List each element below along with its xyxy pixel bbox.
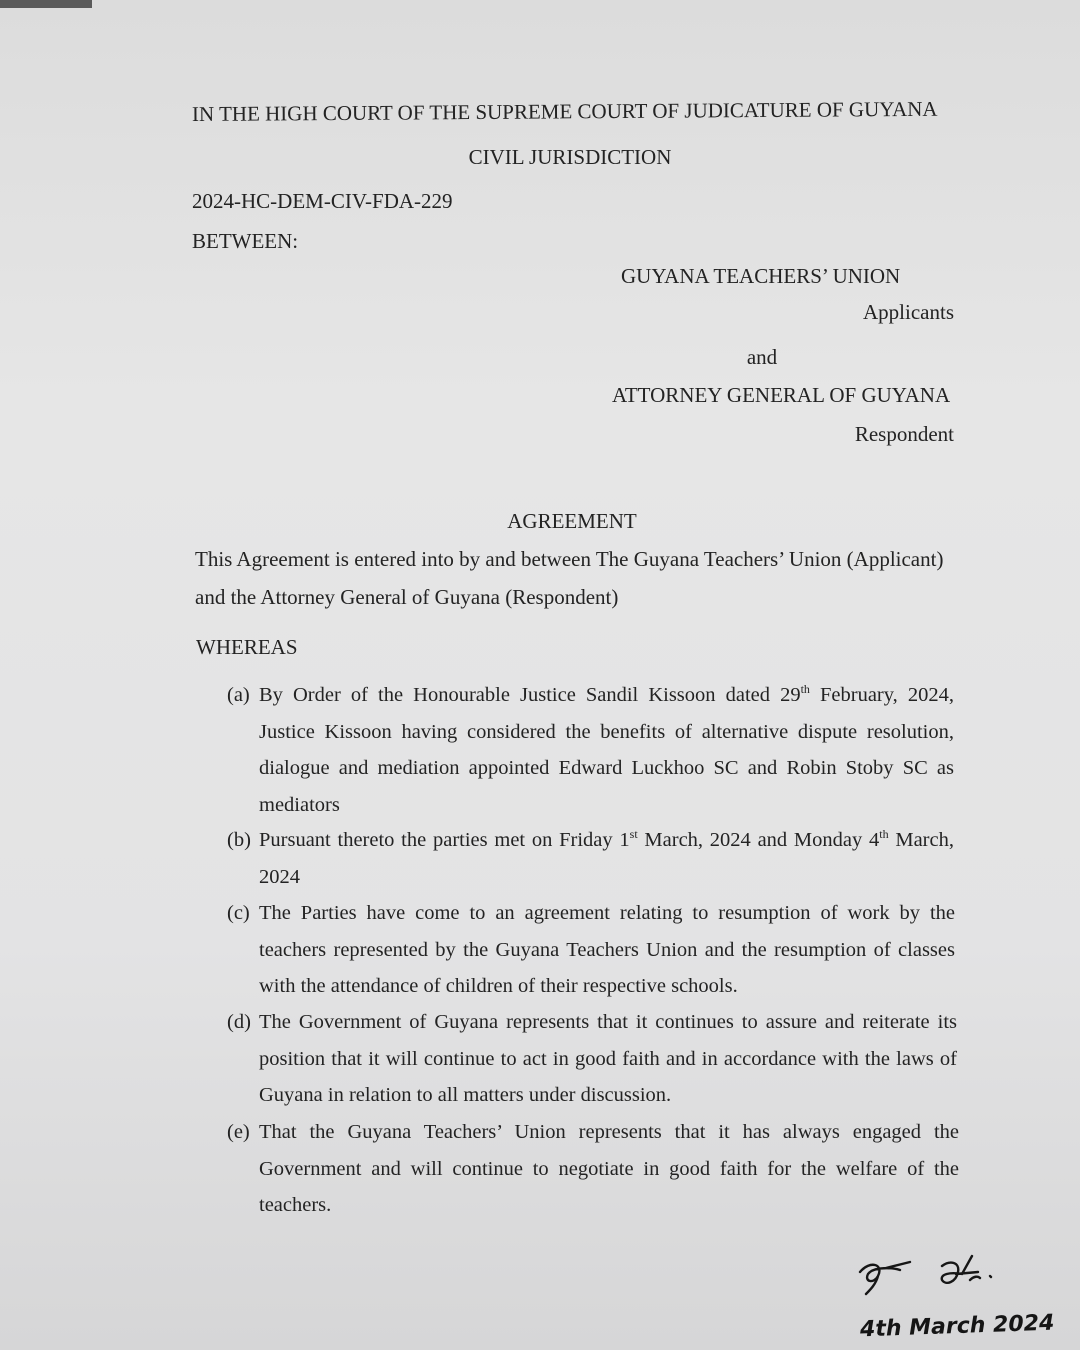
jurisdiction: CIVIL JURISDICTION: [468, 145, 672, 169]
recital-b-text-1: Pursuant thereto the parties met on Friday 1: [259, 829, 630, 851]
applicant-name: GUYANA TEACHERS’ UNION: [621, 264, 901, 288]
respondent-role: Respondent: [854, 422, 954, 446]
edge-mark: [0, 0, 92, 8]
and-label: and: [746, 345, 778, 369]
respondent-name: ATTORNEY GENERAL OF GUYANA: [612, 383, 951, 407]
recital-b: [259, 822, 954, 895]
agreement-heading: AGREEMENT: [507, 509, 637, 533]
item-label-c: (c): [227, 902, 250, 924]
recital-b-sup-1: st: [629, 827, 638, 842]
applicant-role: Applicants: [863, 300, 954, 324]
recital-b-text-3: March, 2024: [259, 829, 954, 888]
recital-a-text-2: February, 2024, Justice Kissoon having considered the benefits of alternative dispute resolution, dialogue and mediation appointed Edward Luckhoo SC and Robin Stoby SC as mediators: [259, 684, 954, 816]
item-label-e: (e): [227, 1121, 250, 1143]
recital-e: That the Guyana Teachers’ Union represents that it has always engaged the Government and will continue to negotiate in good faith for the welfare of the teachers.: [259, 1121, 959, 1216]
court-title: IN THE HIGH COURT OF THE SUPREME COURT OF JUDICATURE OF GUYANA: [191, 96, 938, 126]
recital-a: [259, 677, 954, 823]
recital-c: The Parties have come to an agreement relating to resumption of work by the teachers represented by the Guyana Teachers Union and the resumption of classes with the attendance of children of their respective schools.: [259, 902, 955, 997]
recital-d: The Government of Guyana represents that it continues to assure and reiterate its position that it will continue to act in good faith and in accordance with the laws of Guyana in relation to all matters under discussion.: [259, 1011, 957, 1106]
whereas-label: WHEREAS: [196, 635, 298, 659]
recital-a-text-1: By Order of the Honourable Justice Sandil Kissoon dated 29: [259, 684, 801, 706]
item-label-d: (d): [227, 1011, 251, 1033]
handwritten-signature: [850, 1250, 1010, 1300]
between-label: BETWEEN:: [192, 229, 299, 253]
recital-b-sup-2: th: [879, 827, 889, 842]
recital-b-text-2: March, 2024 and Monday 4: [637, 829, 880, 851]
recital-a-sup: th: [800, 682, 810, 697]
intro-line-1: This Agreement is entered into by and between The Guyana Teachers’ Union (Applicant): [195, 547, 944, 571]
case-number: 2024-HC-DEM-CIV-FDA-229: [192, 189, 453, 213]
intro-line-2: and the Attorney General of Guyana (Respondent): [195, 585, 619, 609]
item-label-b: (b): [227, 829, 251, 851]
handwritten-date: 4th March 2024: [859, 1310, 1055, 1343]
item-label-a: (a): [227, 684, 250, 706]
